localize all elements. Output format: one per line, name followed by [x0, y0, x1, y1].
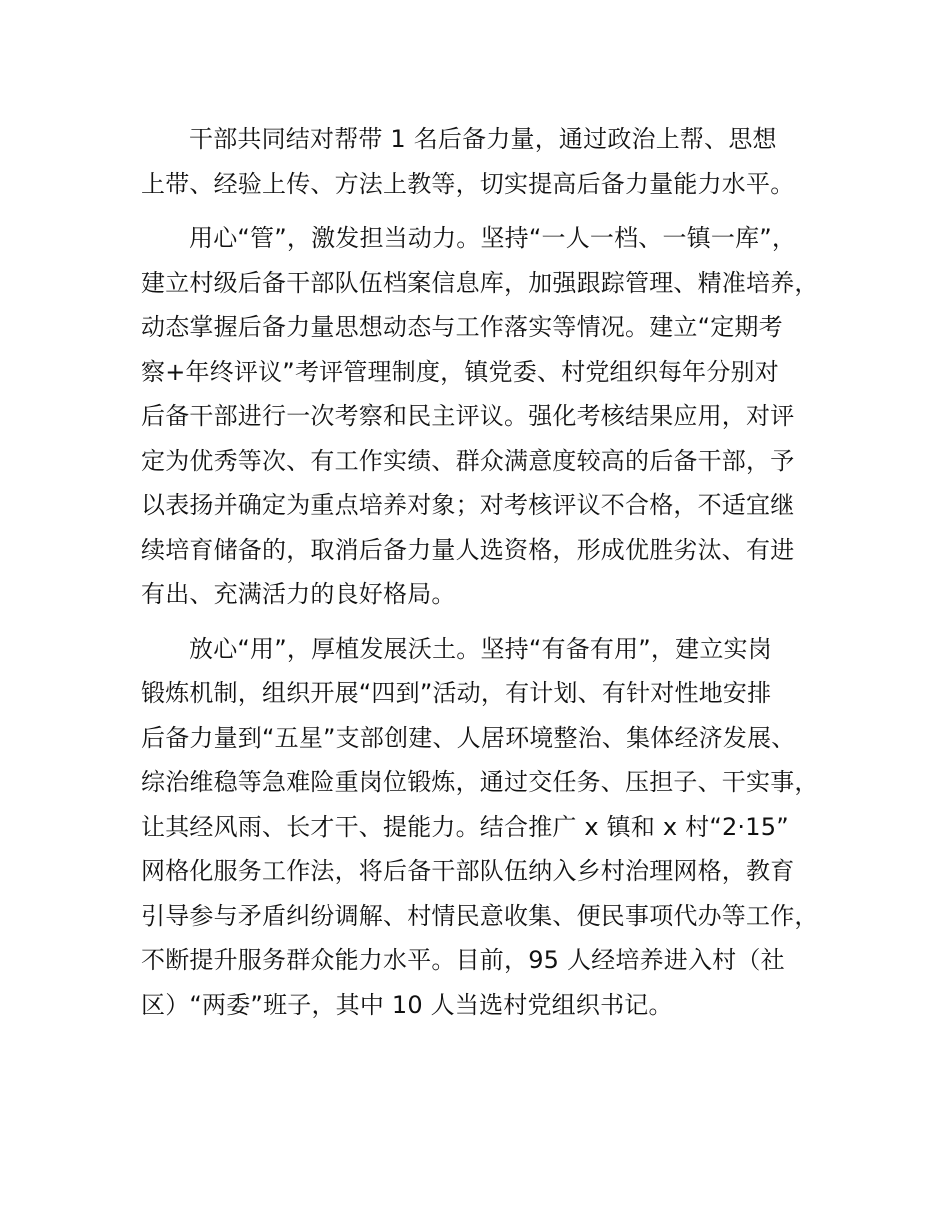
document-body — [141, 117, 841, 1037]
paragraph-line: 锻炼机制，组织开展“四到”活动，有计划、有针对性地安排 — [141, 679, 772, 707]
paragraph-line: 建立村级后备干部队伍档案信息库，加强跟踪管理、精准培养， — [141, 268, 819, 297]
paragraph-line: 察+年终评议”考评管理制度，镇党委、村党组织每年分别对 — [141, 357, 779, 386]
paragraph-line: 让其经风雨、长才干、提能力。结合推广 x 镇和 x 村“2·15” — [141, 812, 789, 841]
paragraph-2 — [141, 216, 841, 617]
paragraph-line: 定为优秀等次、有工作实绩、群众满意度较高的后备干部，予 — [141, 446, 795, 475]
paragraph-line: 区）“两委”班子，其中 10 人当选村党组织书记。 — [141, 990, 673, 1019]
paragraph-line: 以表扬并确定为重点培养对象；对考核评议不合格，不适宜继 — [141, 491, 795, 519]
paragraph-line: 放心“用”，厚植发展沃土。坚持“有备有用”，建立实岗 — [189, 634, 772, 663]
paragraph-line: 后备干部进行一次考察和民主评议。强化考核结果应用，对评 — [141, 402, 795, 430]
paragraph-line: 干部共同结对帮带 1 名后备力量，通过政治上帮、思想 — [189, 125, 777, 153]
paragraph-line: 有出、充满活力的良好格局。 — [141, 580, 456, 608]
paragraph-3 — [141, 627, 841, 1028]
paragraph-line: 引导参与矛盾纠纷调解、村情民意收集、便民事项代办等工作， — [141, 901, 819, 930]
paragraph-line: 续培育储备的，取消后备力量人选资格，形成优胜劣汰、有进 — [141, 535, 795, 564]
paragraph-line: 动态掌握后备力量思想动态与工作落实等情况。建立“定期考 — [141, 313, 783, 341]
paragraph-line: 不断提升服务群众能力水平。目前，95 人经培养进入村（社 — [141, 946, 785, 974]
paragraph-line: 综治维稳等急难险重岗位锻炼，通过交任务、压担子、干实事， — [141, 768, 819, 796]
paragraph-line: 网格化服务工作法，将后备干部队伍纳入乡村治理网格，教育 — [141, 857, 795, 885]
paragraph-1 — [141, 117, 841, 206]
paragraph-line: 上带、经验上传、方法上教等，切实提高后备力量能力水平。 — [141, 169, 795, 198]
paragraph-line: 后备力量到“五星”支部创建、人居环境整治、集体经济发展、 — [141, 723, 796, 752]
paragraph-line: 用心“管”，激发担当动力。坚持“一人一档、一镇一库”， — [189, 224, 797, 252]
